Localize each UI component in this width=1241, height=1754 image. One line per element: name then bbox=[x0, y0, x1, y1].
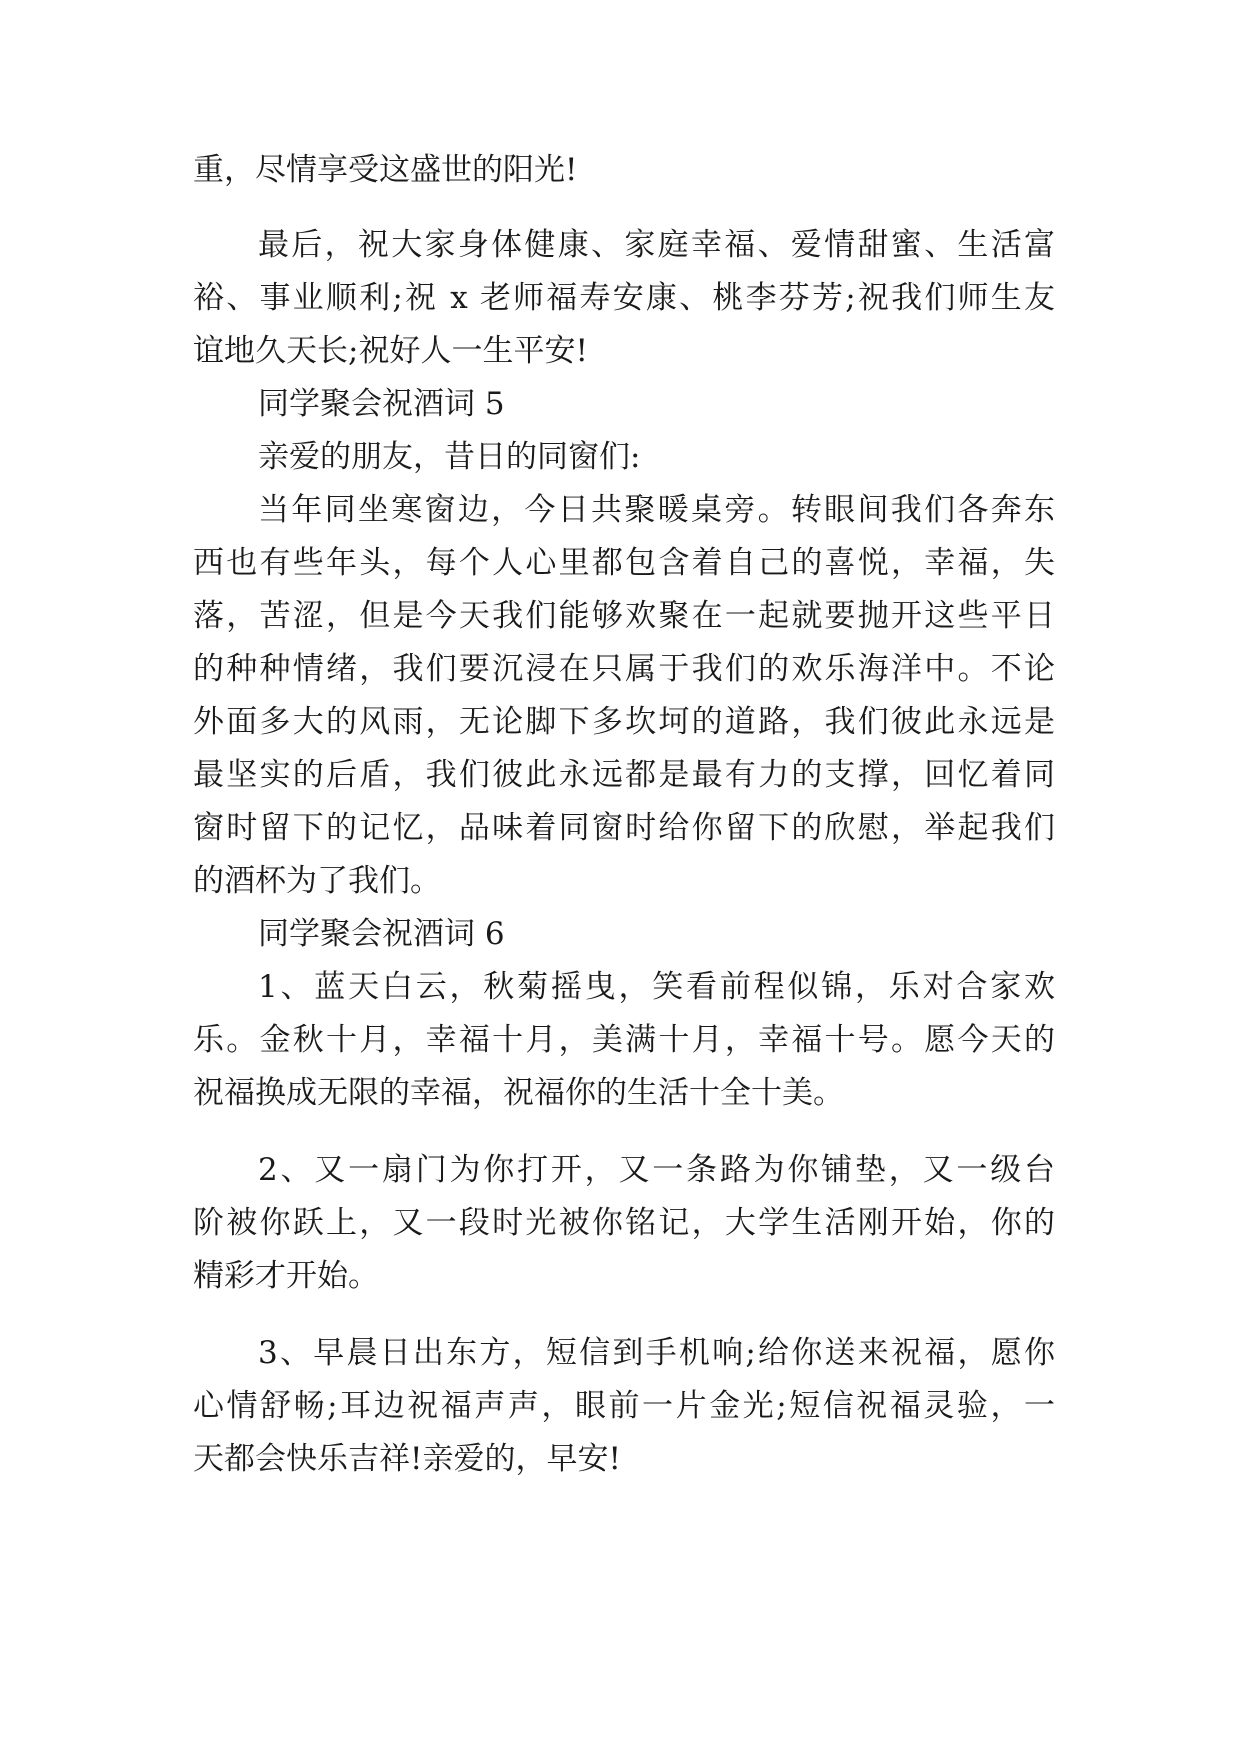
text-line: 祝福换成无限的幸福，祝福你的生活十全十美。 bbox=[193, 1075, 844, 1111]
text-line: 窗时留下的记忆，品味着同窗时给你留下的欣慰，举起我们 bbox=[193, 810, 1055, 846]
text-line: 落，苦涩，但是今天我们能够欢聚在一起就要抛开这些平日 bbox=[193, 598, 1055, 634]
text-line: 天都会快乐吉祥!亲爱的，早安! bbox=[193, 1441, 621, 1477]
text-line: 阶被你跃上，又一段时光被你铭记，大学生活刚开始，你的 bbox=[193, 1205, 1055, 1241]
text-line: 最后，祝大家身体健康、家庭幸福、爱情甜蜜、生活富 bbox=[258, 227, 1055, 263]
text-line: 1、蓝天白云，秋菊摇曳，笑看前程似锦，乐对合家欢 bbox=[258, 969, 1055, 1005]
section-heading: 同学聚会祝酒词 5 bbox=[258, 386, 505, 422]
text-line: 乐。金秋十月，幸福十月，美满十月，幸福十号。愿今天的 bbox=[193, 1022, 1055, 1058]
text-line: 的酒杯为了我们。 bbox=[193, 863, 441, 899]
text-line: 西也有些年头，每个人心里都包含着自己的喜悦，幸福，失 bbox=[193, 545, 1055, 581]
text-line: 重，尽情享受这盛世的阳光! bbox=[193, 152, 578, 188]
text-line: 谊地久天长;祝好人一生平安! bbox=[193, 333, 588, 369]
text-line: 心情舒畅;耳边祝福声声，眼前一片金光;短信祝福灵验，一 bbox=[193, 1388, 1055, 1424]
text-line: 的种种情绪，我们要沉浸在只属于我们的欢乐海洋中。不论 bbox=[193, 651, 1055, 687]
text-line: 3、早晨日出东方，短信到手机响;给你送来祝福，愿你 bbox=[258, 1335, 1055, 1371]
section-heading: 同学聚会祝酒词 6 bbox=[258, 916, 505, 952]
text-line: 亲爱的朋友，昔日的同窗们: bbox=[258, 439, 641, 475]
text-line: 精彩才开始。 bbox=[193, 1258, 379, 1294]
text-line: 最坚实的后盾，我们彼此永远都是最有力的支撑，回忆着同 bbox=[193, 757, 1055, 793]
text-line: 2、又一扇门为你打开，又一条路为你铺垫，又一级台 bbox=[258, 1152, 1055, 1188]
text-line: 外面多大的风雨，无论脚下多坎坷的道路，我们彼此永远是 bbox=[193, 704, 1055, 740]
text-line: 裕、事业顺利;祝 x 老师福寿安康、桃李芬芳;祝我们师生友 bbox=[193, 280, 1055, 316]
text-line: 当年同坐寒窗边，今日共聚暖桌旁。转眼间我们各奔东 bbox=[258, 492, 1055, 528]
